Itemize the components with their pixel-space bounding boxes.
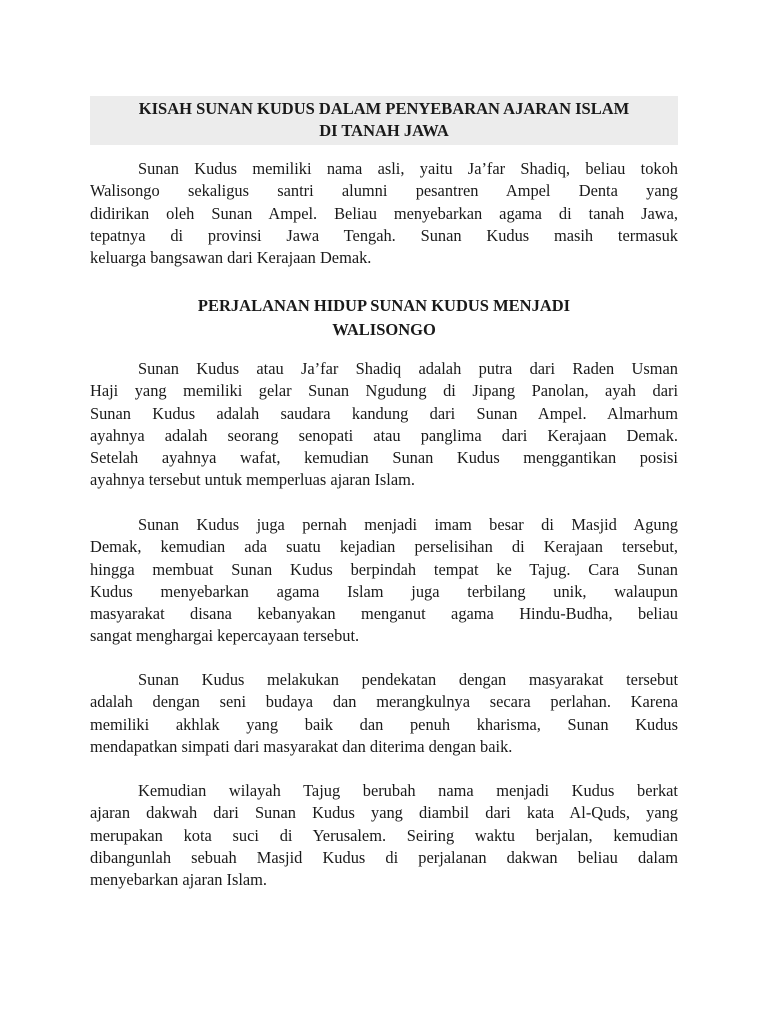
paragraph-line: ayahnya adalah seorang senopati atau panglima dari Kerajaan Demak. xyxy=(90,425,678,445)
paragraph-line: keluarga bangsawan dari Kerajaan Demak. xyxy=(90,248,372,268)
paragraph-line: Demak, kemudian ada suatu kejadian perselisihan di Kerajaan tersebut, xyxy=(90,537,678,557)
document-title xyxy=(90,96,678,145)
paragraph-line: Kudus menyebarkan agama Islam juga terbilang unik, walaupun xyxy=(90,581,678,601)
paragraph-line: Sunan Kudus adalah saudara kandung dari Sunan Ampel. Almarhum xyxy=(90,403,678,423)
paragraph-line: Sunan Kudus juga pernah menjadi imam besar di Masjid Agung xyxy=(138,515,678,534)
paragraph-line: ajaran dakwah dari Sunan Kudus yang diambil dari kata Al-Quds, yang xyxy=(90,803,678,823)
paragraph-line: Sunan Kudus melakukan pendekatan dengan masyarakat tersebut xyxy=(138,670,678,689)
paragraph-line: ayahnya tersebut untuk memperluas ajaran Islam. xyxy=(90,470,415,490)
paragraph-1 xyxy=(90,358,678,492)
paragraph-4 xyxy=(90,780,678,891)
paragraph-line: dibangunlah sebuah Masjid Kudus di perjalanan dakwan beliau dalam xyxy=(90,847,678,867)
paragraph-line: Setelah ayahnya wafat, kemudian Sunan Kudus menggantikan posisi xyxy=(90,448,678,468)
paragraph-line: didirikan oleh Sunan Ampel. Beliau menyebarkan agama di tanah Jawa, xyxy=(90,203,678,223)
paragraph-line: merupakan kota suci di Yerusalem. Seiring waktu berjalan, kemudian xyxy=(90,825,678,845)
paragraph-line: Kemudian wilayah Tajug berubah nama menjadi Kudus berkat xyxy=(138,781,678,800)
paragraph-line: Sunan Kudus memiliki nama asli, yaitu Ja’far Shadiq, beliau tokoh xyxy=(138,159,678,178)
paragraph-line: menyebarkan ajaran Islam. xyxy=(90,870,268,890)
section-heading xyxy=(90,294,678,342)
section-heading-line: PERJALANAN HIDUP SUNAN KUDUS MENJADI xyxy=(197,296,571,315)
paragraph-line: mendapatkan simpati dari masyarakat dan diterima dengan baik. xyxy=(90,736,513,756)
paragraph-line: tepatnya di provinsi Jawa Tengah. Sunan Kudus masih termasuk xyxy=(90,225,678,245)
intro-paragraph xyxy=(90,158,678,269)
paragraph-line: Haji yang memiliki gelar Sunan Ngudung di Jipang Panolan, ayah dari xyxy=(90,381,678,401)
paragraph-line: Sunan Kudus atau Ja’far Shadiq adalah putra dari Raden Usman xyxy=(138,359,678,378)
paragraph-line: adalah dengan seni budaya dan merangkulnya secara perlahan. Karena xyxy=(90,692,678,712)
paragraph-line: memiliki akhlak yang baik dan penuh kharisma, Sunan Kudus xyxy=(90,714,678,734)
paragraph-line: hingga membuat Sunan Kudus berpindah tempat ke Tajug. Cara Sunan xyxy=(90,559,678,579)
title-line: KISAH SUNAN KUDUS DALAM PENYEBARAN AJARAN ISLAM xyxy=(138,99,630,118)
paragraph-line: Walisongo sekaligus santri alumni pesantren Ampel Denta yang xyxy=(90,181,678,201)
paragraph-line: sangat menghargai kepercayaan tersebut. xyxy=(90,626,360,646)
title-line: DI TANAH JAWA xyxy=(319,121,449,140)
section-heading-line: WALISONGO xyxy=(332,320,436,339)
paragraph-2 xyxy=(90,514,678,648)
paragraph-3 xyxy=(90,669,678,758)
paragraph-line: masyarakat disana kebanyakan menganut agama Hindu-Budha, beliau xyxy=(90,604,678,624)
